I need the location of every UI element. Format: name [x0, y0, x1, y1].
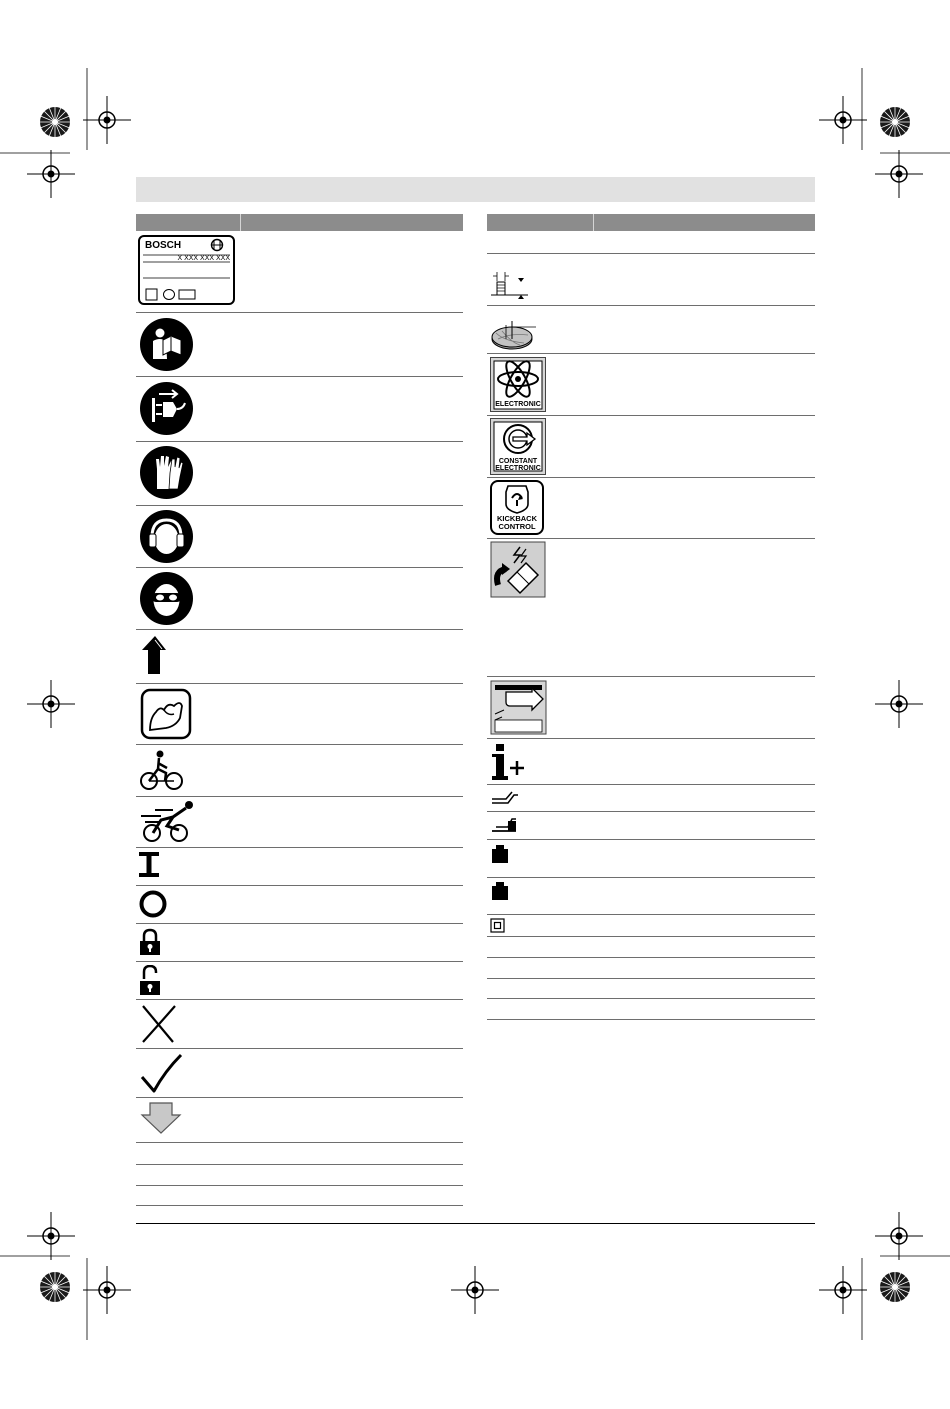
kickback-label-line2: CONTROL [498, 522, 536, 531]
lock-icon [139, 928, 161, 956]
nameplate-brand: BOSCH [145, 240, 182, 251]
cyclist-fast-icon [139, 800, 195, 844]
electronic-icon [490, 357, 546, 412]
ear-protection-icon [139, 509, 194, 564]
unlock-icon [139, 965, 161, 996]
right-table-header [487, 214, 815, 231]
left-table-header [136, 214, 463, 231]
unplug-icon [139, 381, 194, 436]
gloves-icon [139, 445, 194, 500]
power-off-icon [139, 890, 169, 920]
footer-rule [136, 1223, 815, 1224]
nameplate-icon [138, 235, 235, 305]
info-plus-icon [490, 742, 528, 782]
arrow-up-icon [140, 634, 168, 676]
strength-icon [140, 688, 192, 740]
double-insulation-icon [490, 918, 506, 934]
cross-icon [139, 1004, 179, 1044]
arrow-down-icon [140, 1101, 182, 1135]
guide-icon [490, 680, 547, 735]
kickback-control-icon [490, 480, 544, 535]
power-on-icon [139, 852, 161, 878]
disc-icon [490, 319, 538, 351]
cyclist-slow-icon [139, 749, 185, 791]
constant-label-line1: CONSTANT [498, 458, 538, 465]
kickback-label-line1: KICKBACK [497, 514, 537, 523]
electronic-label: ELECTRONIC [495, 401, 541, 408]
slope-step-icon [490, 815, 520, 835]
weight-icon [490, 844, 510, 864]
magnetic-plug-icon [490, 541, 546, 598]
eye-protection-icon [139, 571, 194, 626]
constant-electronic-icon [490, 418, 546, 475]
dimension-icon [488, 269, 532, 303]
read-manual-icon [139, 317, 194, 372]
weight-icon-2 [490, 881, 510, 901]
page-header-band [136, 177, 815, 202]
check-icon [139, 1053, 185, 1095]
slope-icon [490, 789, 520, 807]
constant-label-line2: ELECTRONIC [495, 465, 541, 472]
nameplate-number: X XXX XXX XXX [177, 255, 230, 262]
